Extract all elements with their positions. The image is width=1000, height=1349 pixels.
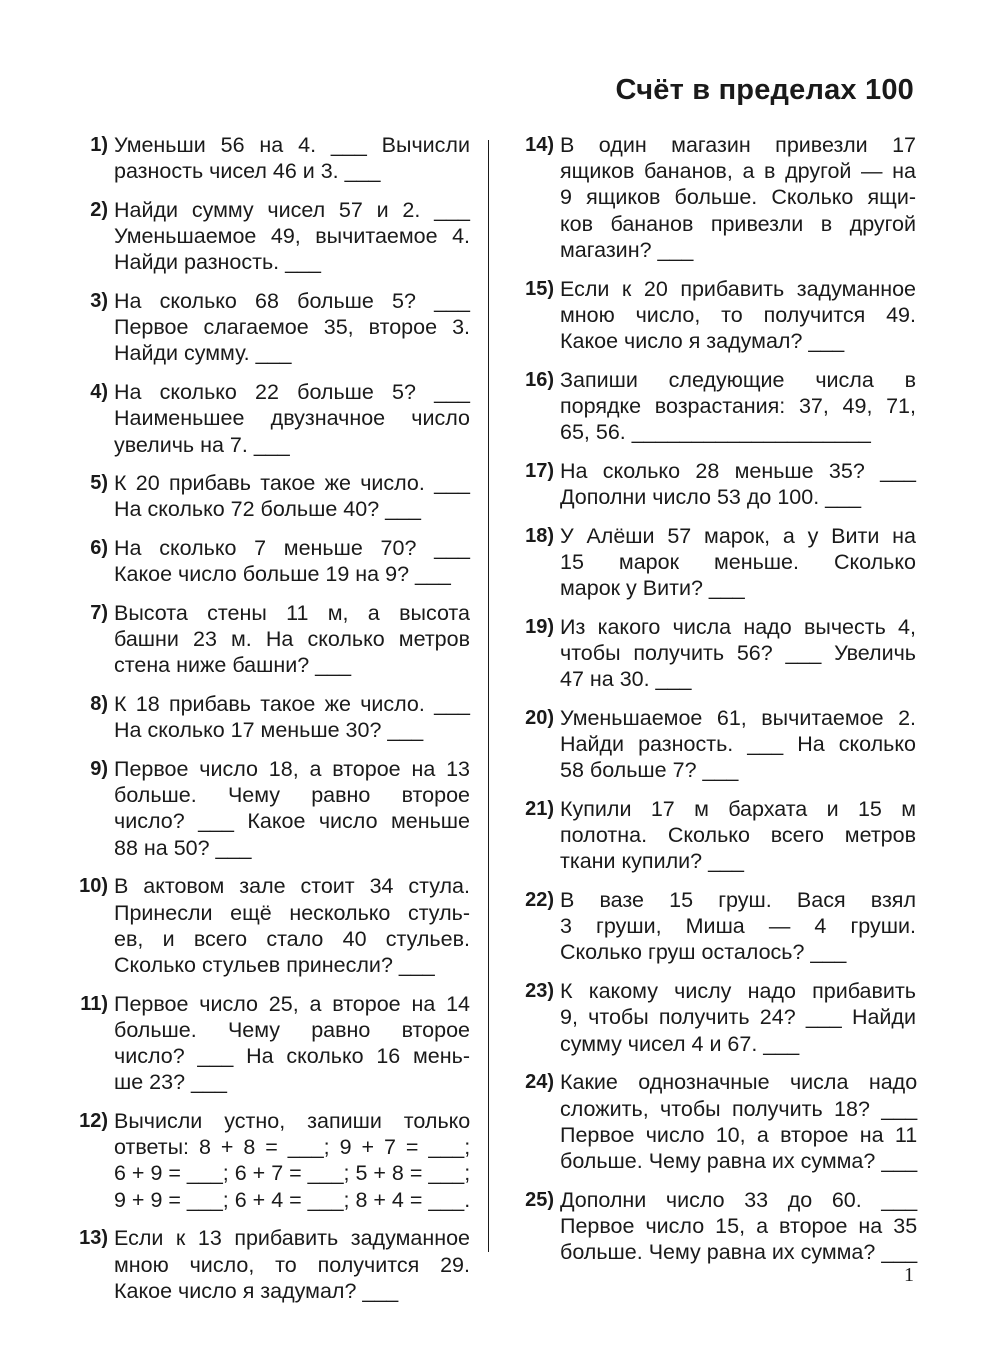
problem-number: 24): [525, 1071, 554, 1094]
problem-text: [108, 288, 470, 367]
problem-item: [508, 796, 916, 875]
left-column: [62, 132, 470, 1316]
problem-number: 7): [90, 602, 108, 625]
problem-number: 21): [525, 797, 554, 820]
problem-number: 15): [525, 277, 554, 300]
problem-text: [108, 691, 470, 743]
problem-text: [554, 132, 916, 263]
problem-line: Какое число я задумал? ___: [114, 1278, 399, 1303]
problem-line: марок у Вити? ___: [560, 576, 745, 601]
problem-text: [108, 197, 470, 276]
problem-number: 22): [525, 889, 554, 912]
problem-line: Запиши следующие числа в: [560, 367, 916, 392]
problem-line: Если к 13 прибавить задуманное: [114, 1226, 470, 1251]
page-title: Счёт в пределах 100: [615, 74, 914, 106]
problem-line: число? ___ Какое число меньше: [114, 809, 470, 834]
problem-text: [108, 873, 470, 978]
problem-line: Первое число 18, а второе на 13: [114, 757, 470, 782]
problem-line: 9 + 9 = ___; 6 + 4 = ___; 8 + 4 = ___.: [114, 1187, 471, 1212]
problem-line: 88 на 50? ___: [114, 835, 252, 860]
problem-item: [62, 873, 470, 978]
problem-line: чтобы получить 56? ___ Увеличь: [560, 640, 916, 665]
problem-line: число? ___ На сколько 16 мень-: [114, 1044, 470, 1069]
problem-number: 18): [525, 524, 554, 547]
problem-line: Уменьшаемое 49, вычитаемое 4.: [114, 224, 470, 249]
problem-item: [508, 1187, 916, 1266]
problem-line: Вычисли устно, запиши только: [114, 1109, 471, 1133]
problem-number: 2): [90, 198, 108, 221]
problem-text: [554, 523, 916, 602]
problem-line: В актовом зале стоит 34 стула.: [114, 874, 470, 899]
problem-item: [62, 991, 470, 1096]
problem-line: увеличь на 7. ___: [114, 432, 290, 457]
problem-line: Найди разность. ___ На сколько: [560, 732, 916, 757]
problem-number: 5): [90, 472, 108, 495]
problem-text: [554, 458, 916, 510]
problem-number: 10): [79, 875, 108, 898]
problem-text: [554, 1187, 917, 1266]
problem-line: сумму чисел 4 и 67. ___: [560, 1031, 800, 1056]
problem-line: Дополни число 33 до 60. ___: [560, 1187, 918, 1212]
problem-line: Найди разность. ___: [114, 250, 322, 275]
problem-text: [108, 991, 470, 1096]
problem-number: 20): [525, 706, 554, 729]
problem-text: [108, 379, 470, 458]
problem-line: 9, чтобы получить 24? ___ Найди: [560, 1005, 916, 1030]
right-column: [508, 132, 916, 1278]
problem-line: ев, и всего стало 40 стульев.: [114, 926, 470, 951]
problem-line: Если к 20 прибавить задуманное: [560, 276, 916, 301]
problem-item: [62, 379, 470, 458]
problem-item: [508, 614, 916, 693]
problem-line: 58 больше 7? ___: [560, 758, 739, 783]
problem-number: 13): [79, 1227, 108, 1250]
problem-line: разность чисел 46 и 3. ___: [114, 159, 381, 184]
problem-item: [508, 887, 916, 966]
problem-line: Уменьшаемое 61, вычитаемое 2.: [560, 705, 916, 730]
problem-line: К 18 прибавь такое же число. ___: [114, 692, 470, 717]
problem-number: 11): [80, 992, 108, 1015]
problem-text: [108, 470, 470, 522]
problem-text: [108, 1225, 470, 1304]
problem-line: Какие однозначные числа надо: [560, 1070, 918, 1095]
problem-line: мною число, то получится 49.: [560, 302, 916, 327]
problem-number: 17): [525, 459, 554, 482]
problem-item: [62, 197, 470, 276]
problem-line: Первое слагаемое 35, второе 3.: [114, 315, 470, 340]
problem-line: Найди сумму чисел 57 и 2. ___: [114, 197, 470, 222]
problem-text: [108, 756, 470, 861]
problem-item: [62, 691, 470, 743]
problem-line: ящиков бананов, а в другой — на: [560, 159, 916, 184]
problem-line: 65, 56. ____________________: [560, 420, 871, 445]
problem-line: мною число, то получится 29.: [114, 1252, 470, 1277]
problem-item: [62, 132, 470, 184]
problem-line: К 20 прибавь такое же число. ___: [114, 471, 470, 496]
problem-line: Найди сумму. ___: [114, 341, 292, 366]
problem-number: 4): [90, 381, 108, 404]
problem-item: [508, 978, 916, 1057]
problem-line: 47 на 30. ___: [560, 667, 692, 692]
problem-line: В вазе 15 груш. Вася взял: [560, 888, 916, 913]
problem-line: полотна. Сколько всего метров: [560, 823, 916, 848]
problem-text: [108, 535, 470, 587]
problem-number: 3): [90, 290, 108, 313]
problem-number: 25): [525, 1188, 554, 1211]
problem-number: 6): [90, 537, 108, 560]
problem-line: Высота стены 11 м, а высота: [114, 601, 470, 626]
problem-text: [554, 978, 916, 1057]
problem-line: Какое число я задумал? ___: [560, 328, 845, 353]
problem-item: [508, 1069, 916, 1174]
problem-line: Первое число 10, а второе на 11: [560, 1122, 918, 1147]
problem-line: больше. Чему равно второе: [114, 783, 470, 808]
problem-line: Из какого числа надо вычесть 4,: [560, 614, 916, 639]
problem-number: 14): [525, 134, 554, 156]
problem-item: [508, 276, 916, 355]
problem-item: [62, 1108, 470, 1213]
problem-item: [508, 705, 916, 784]
problem-number: 19): [525, 615, 554, 638]
problem-line: Первое число 25, а второе на 14: [114, 991, 470, 1016]
problem-line: На сколько 17 меньше 30? ___: [114, 718, 424, 743]
problem-text: [554, 887, 916, 966]
problem-line: стена ниже башни? ___: [114, 653, 352, 678]
problem-line: На сколько 68 больше 5? ___: [114, 289, 470, 314]
problem-line: В один магазин привезли 17: [560, 133, 916, 157]
problem-line: больше. Чему равна их сумма? ___: [560, 1240, 918, 1265]
problem-text: [554, 705, 916, 784]
problem-line: Сколько груш осталось? ___: [560, 940, 847, 965]
page-number: 1: [904, 1264, 914, 1286]
problem-item: [508, 458, 916, 510]
problem-line: На сколько 72 больше 40? ___: [114, 497, 421, 522]
problem-line: магазин? ___: [560, 237, 694, 262]
problem-line: сложить, чтобы получить 18? ___: [560, 1096, 918, 1121]
problem-item: [62, 600, 470, 679]
problem-text: [108, 600, 470, 679]
problem-line: Наименьшее двузначное число: [114, 406, 470, 431]
problem-item: [62, 470, 470, 522]
problem-line: На сколько 22 больше 5? ___: [114, 380, 470, 405]
problem-line: Принесли ещё несколько стуль-: [114, 900, 470, 925]
problem-line: ткани купили? ___: [560, 849, 744, 874]
problem-item: [62, 288, 470, 367]
problem-text: [554, 1069, 917, 1174]
problem-line: ответы: 8 + 8 = ___; 9 + 7 = ___;: [114, 1135, 471, 1160]
problem-item: [508, 523, 916, 602]
problem-line: больше. Чему равно второе: [114, 1017, 470, 1042]
problem-number: 12): [79, 1110, 108, 1132]
problem-text: [554, 367, 916, 446]
problem-line: 6 + 9 = ___; 6 + 7 = ___; 5 + 8 = ___;: [114, 1161, 471, 1186]
problem-line: больше. Чему равна их сумма? ___: [560, 1148, 918, 1173]
problem-line: Дополни число 53 до 100. ___: [560, 484, 862, 509]
problem-number: 23): [525, 980, 554, 1003]
problem-line: 3 груши, Миша — 4 груши.: [560, 914, 916, 939]
problem-number: 8): [90, 693, 108, 716]
problem-line: На сколько 7 меньше 70? ___: [114, 536, 470, 561]
problem-text: [108, 1108, 470, 1213]
problem-number: 16): [525, 368, 554, 391]
problem-line: Купили 17 м бархата и 15 м: [560, 796, 916, 821]
problem-line: Уменьши 56 на 4. ___ Вычисли: [114, 133, 470, 157]
problem-line: 15 марок меньше. Сколько: [560, 549, 916, 574]
problem-line: ше 23? ___: [114, 1070, 227, 1095]
problem-item: [62, 535, 470, 587]
problem-item: [62, 1225, 470, 1304]
problem-text: [554, 796, 916, 875]
problem-line: Первое число 15, а второе на 35: [560, 1213, 918, 1238]
problem-line: У Алёши 57 марок, а у Вити на: [560, 523, 916, 548]
problem-text: [554, 276, 916, 355]
problem-line: К какому числу надо прибавить: [560, 979, 916, 1004]
problem-item: [508, 132, 916, 263]
problem-line: ков бананов привезли в другой: [560, 211, 916, 236]
problem-text: [108, 132, 470, 184]
problem-line: башни 23 м. На сколько метров: [114, 627, 470, 652]
problem-number: 9): [90, 758, 108, 781]
problem-line: 9 ящиков больше. Сколько ящи-: [560, 185, 916, 210]
problem-line: Какое число больше 19 на 9? ___: [114, 562, 451, 587]
problem-item: [62, 756, 470, 861]
problem-number: 1): [90, 134, 108, 156]
problem-line: На сколько 28 меньше 35? ___: [560, 458, 916, 483]
column-divider: [488, 140, 489, 1252]
problem-line: Сколько стульев принесли? ___: [114, 952, 435, 977]
problem-item: [508, 367, 916, 446]
problem-line: порядке возрастания: 37, 49, 71,: [560, 393, 916, 418]
problem-text: [554, 614, 916, 693]
